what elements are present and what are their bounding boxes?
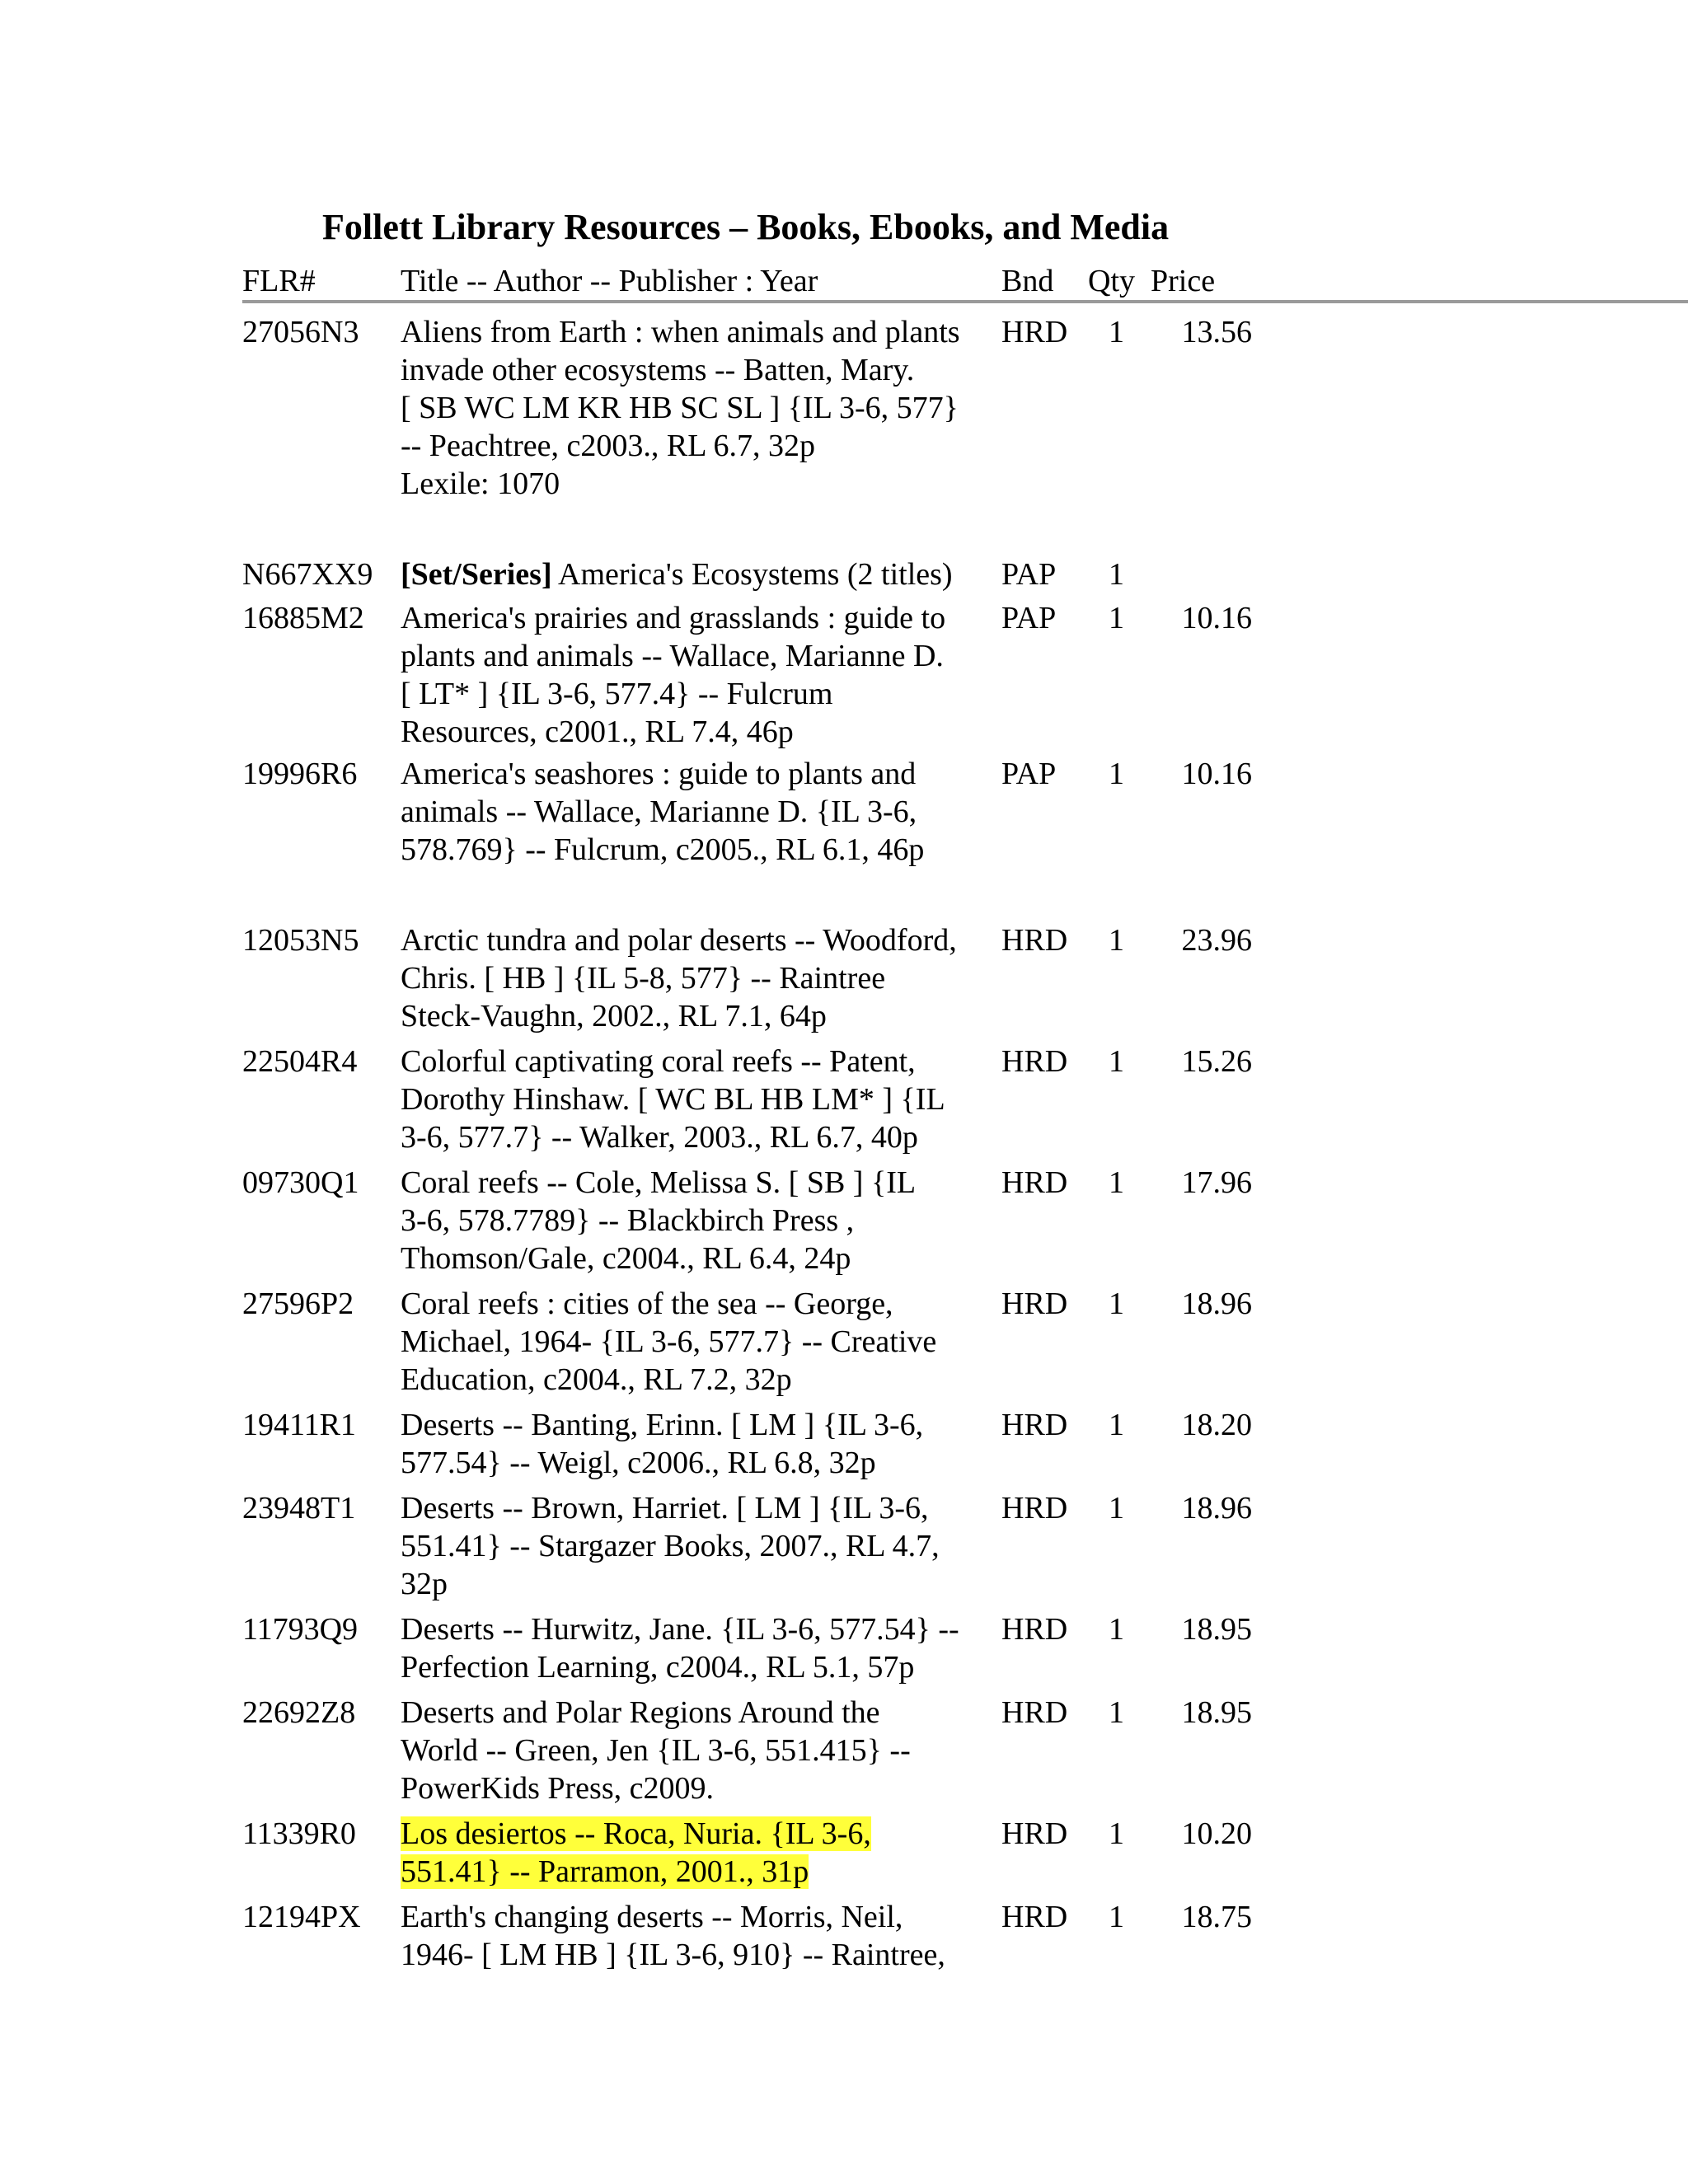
flr-number: 19996R6 [242,757,358,791]
column-header-title: Title -- Author -- Publisher : Year [401,264,818,298]
price: 18.20 [1181,1408,1252,1442]
item-description [401,1164,916,1277]
flr-number: 22504R4 [242,1044,358,1079]
item-description [401,1043,945,1156]
quantity: 1 [1109,601,1124,635]
binding: HRD [1001,1816,1068,1851]
description-line: Earth's changing deserts -- Morris, Neil, [401,1900,903,1934]
flr-number: 22692Z8 [242,1695,356,1730]
quantity: 1 [1109,1408,1124,1442]
flr-number: 11339R0 [242,1816,356,1851]
binding: HRD [1001,315,1068,349]
binding: PAP [1001,601,1057,635]
binding: HRD [1001,1900,1068,1934]
description-line: -- Peachtree, c2003., RL 6.7, 32p [401,429,815,463]
binding: HRD [1001,1695,1068,1730]
price: 15.26 [1181,1044,1252,1079]
description-line: World -- Green, Jen {IL 3-6, 551.415} -- [401,1733,911,1768]
quantity: 1 [1109,1165,1124,1200]
description-line: 1946- [ LM HB ] {IL 3-6, 910} -- Raintree, [401,1938,945,1972]
quantity: 1 [1109,1491,1124,1526]
description-line: invade other ecosystems -- Batten, Mary. [401,353,915,387]
column-header-qty: Qty [1088,264,1135,298]
flr-number: 12053N5 [242,923,359,958]
description-line [401,1815,871,1853]
flr-number: 27056N3 [242,315,359,349]
price: 10.16 [1181,757,1252,791]
description-line: plants and animals -- Wallace, Marianne D. [401,639,944,673]
column-header-row [0,262,1688,302]
price: 18.75 [1181,1900,1252,1934]
price: 18.95 [1181,1612,1252,1647]
price: 13.56 [1181,315,1252,349]
description-line: America's prairies and grasslands : guide to [401,601,946,635]
flr-number: 11793Q9 [242,1612,359,1647]
description-line: Michael, 1964- {IL 3-6, 577.7} -- Creative [401,1324,937,1359]
item-description [401,1285,936,1399]
price: 17.96 [1181,1165,1252,1200]
description-line: Thomson/Gale, c2004., RL 6.4, 24p [401,1241,851,1276]
column-header-price: Price [1151,264,1216,298]
description-line: 3-6, 577.7} -- Walker, 2003., RL 6.7, 40p [401,1120,918,1155]
description-line: 578.769} -- Fulcrum, c2005., RL 6.1, 46p [401,832,925,867]
price: 18.96 [1181,1286,1252,1321]
price: 23.96 [1181,923,1252,958]
binding: PAP [1001,557,1057,592]
description-line: Coral reefs : cities of the sea -- George, [401,1286,893,1321]
description-line: Colorful captivating coral reefs -- Patent, [401,1044,916,1079]
item-description [401,313,960,503]
price: 18.96 [1181,1491,1252,1526]
binding: PAP [1001,757,1057,791]
description-line: Aliens from Earth : when animals and plants [401,315,960,349]
description-line: animals -- Wallace, Marianne D. {IL 3-6, [401,794,917,829]
binding: HRD [1001,1491,1068,1526]
quantity: 1 [1109,1612,1124,1647]
binding: HRD [1001,1612,1068,1647]
binding: HRD [1001,1044,1068,1079]
description-line: 551.41} -- Stargazer Books, 2007., RL 4.7, [401,1529,940,1563]
binding: HRD [1001,923,1068,958]
description-line: 577.54} -- Weigl, c2006., RL 6.8, 32p [401,1446,876,1480]
description-line: 3-6, 578.7789} -- Blackbirch Press , [401,1203,855,1238]
quantity: 1 [1109,1286,1124,1321]
description-line: [ SB WC LM KR HB SC SL ] {IL 3-6, 577} [401,391,959,425]
flr-number: 12194PX [242,1900,361,1934]
highlighted-text: 551.41} -- Parramon, 2001., 31p [401,1854,809,1889]
item-description [401,1406,923,1482]
description-line: Resources, c2001., RL 7.4, 46p [401,715,794,749]
column-header-flr: FLR# [242,264,316,298]
quantity: 1 [1109,557,1124,592]
set-series-label: [Set/Series] [401,557,552,592]
description-line: PowerKids Press, c2009. [401,1771,714,1806]
description-line: Dorothy Hinshaw. [ WC BL HB LM* ] {IL [401,1082,945,1117]
description-line: Deserts -- Brown, Harriet. [ LM ] {IL 3-6, [401,1491,929,1526]
item-description [401,1610,959,1686]
description-line: Deserts and Polar Regions Around the [401,1695,880,1730]
item-description [401,921,957,1035]
quantity: 1 [1109,923,1124,958]
price: 10.20 [1181,1816,1252,1851]
item-description [401,1815,871,1891]
quantity: 1 [1109,1695,1124,1730]
binding: HRD [1001,1408,1068,1442]
description-line: Coral reefs -- Cole, Melissa S. [ SB ] {IL [401,1165,917,1200]
column-header-bnd: Bnd [1001,264,1054,298]
quantity: 1 [1109,1900,1124,1934]
flr-number: N667XX9 [242,557,373,592]
document-title: Follett Library Resources – Books, Ebooks, and Media [322,207,1170,247]
description-line: Perfection Learning, c2004., RL 5.1, 57p [401,1650,915,1685]
flr-number: 19411R1 [242,1408,356,1442]
binding: HRD [1001,1165,1068,1200]
description-line: America's seashores : guide to plants and [401,757,917,791]
flr-number: 09730Q1 [242,1165,359,1200]
price: 18.95 [1181,1695,1252,1730]
description-line: [ LT* ] {IL 3-6, 577.4} -- Fulcrum [401,677,833,711]
flr-number: 16885M2 [242,601,364,635]
description-line: [Set/Series] America's Ecosystems (2 titles) [401,557,953,592]
item-description [401,1489,940,1603]
item-description [401,555,953,593]
description-line [401,1853,871,1891]
item-description [401,1898,945,1974]
item-description [401,599,945,751]
description-line: Lexile: 1070 [401,466,560,501]
description-line: Steck-Vaughn, 2002., RL 7.1, 64p [401,999,827,1033]
flr-number: 27596P2 [242,1286,354,1321]
description-line: Deserts -- Banting, Erinn. [ LM ] {IL 3-6, [401,1408,924,1442]
description-line: Education, c2004., RL 7.2, 32p [401,1362,792,1397]
flr-number: 23948T1 [242,1491,356,1526]
quantity: 1 [1109,757,1124,791]
quantity: 1 [1109,315,1124,349]
header-divider [242,300,1688,303]
price: 10.16 [1181,601,1252,635]
highlighted-text: Los desiertos -- Roca, Nuria. {IL 3-6, [401,1816,871,1851]
description-line: Arctic tundra and polar deserts -- Woodford, [401,923,957,958]
quantity: 1 [1109,1816,1124,1851]
description-line: 32p [401,1567,448,1601]
item-description [401,755,924,869]
binding: HRD [1001,1286,1068,1321]
item-description [401,1694,911,1807]
description-line: Deserts -- Hurwitz, Jane. {IL 3-6, 577.54} -- [401,1612,959,1647]
quantity: 1 [1109,1044,1124,1079]
description-line: Chris. [ HB ] {IL 5-8, 577} -- Raintree [401,961,886,996]
